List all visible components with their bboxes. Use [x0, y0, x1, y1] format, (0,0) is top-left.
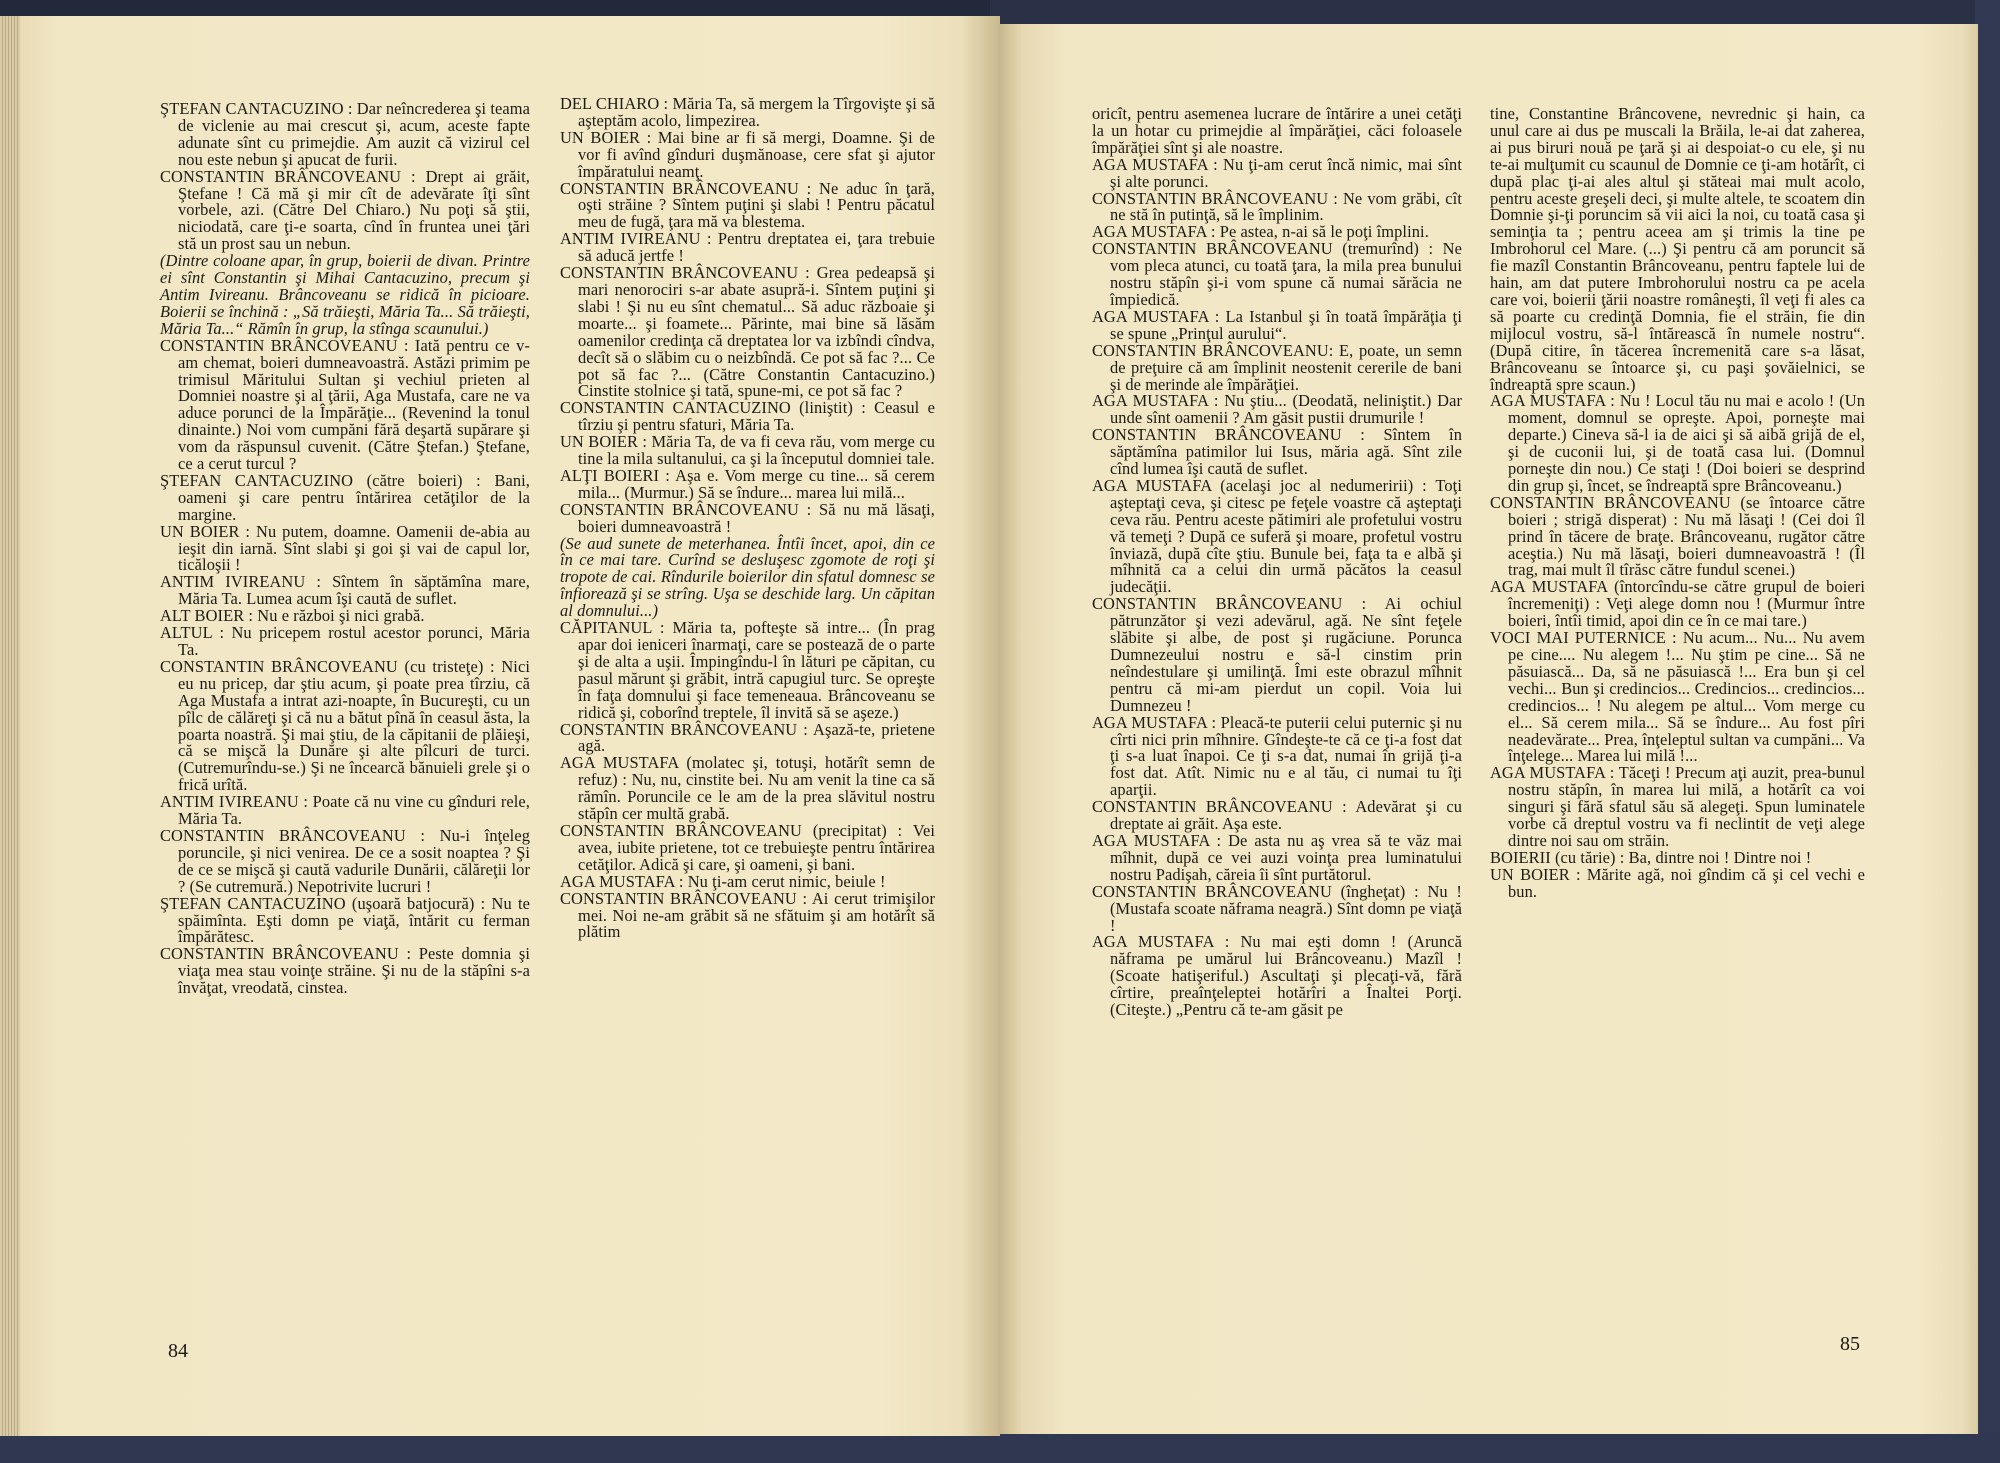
dialogue-line: ŞTEFAN CANTACUZINO : Dar neîncrederea şi teama de viclenie au mai crescut şi, acum, aceste fapte adunate sînt cu primejdie. Am auzit că vizirul cel nou este nebun şi apucat de furii. [160, 99, 530, 169]
dialogue-line: AGA MUSTAFA : Nu ţi-am cerut nimic, beiule ! [560, 871, 886, 891]
dialogue-line: AGA MUSTAFA (molatec şi, totuşi, hotărît semn de refuz) : Nu, nu, cinstite bei. Nu am venit la tine ca să rămîn. Poruncile ce le am de la prea slăvitul nostru stăpîn cer multă grabă. [560, 753, 935, 824]
dialogue-line: CONSTANTIN BRÂNCOVEANU (precipitat) : Vei avea, iubite prietene, tot ce trebuieşte pentru întărirea cetăţilor. Adică şi care, şi oameni, şi bani. [560, 820, 935, 874]
dialogue-line: CONSTANTIN BRÂNCOVEANU : Să nu mă lăsaţi, boieri dumneavoastră ! [560, 499, 935, 536]
dialogue-line: UN BOIER : Nu putem, doamne. Oamenii de-abia au ieşit din iarnă. Sînt slabi şi goi şi vai de capul lor, ticăloşii ! [160, 521, 530, 575]
stage-direction: (Dintre coloane apar, în grup, boierii de divan. Printre ei sînt Constantin şi Mihai Cantacuzino, precum şi Antim Ivireanu. Brâncoveanu se ridică în picioare. Boierii se închină : „Să trăieşti, Măria Ta... Să trăieşti, Măria Ta...“ Rămîn în grup, la stînga scaunului.) [160, 251, 530, 338]
dialogue-line: CONSTANTIN BRÂNCOVEANU (cu tristeţe) : Nici eu nu pricep, dar ştiu acum, şi poate prea tîrziu, că Aga Mustafa a intrat azi-noapte, în Bucureşti, cu un pîlc de călăreţi şi că nu a bătut pînă în ceasul ăsta, la poarta noastră. Şi mai ştiu, de la căpitanii de plăieşi, că se mişcă la Dunăre şi alte pîlcuri de turci. (Cutremurîndu-se.) Şi ne încearcă bănuieli grele şi o frică urîtă. [160, 656, 530, 795]
book-cover-right [1975, 0, 2000, 1463]
dialogue-line: UN BOIER : Măria Ta, de va fi ceva rău, vom merge cu tine la mila sultanului, ca şi la începutul domniei tale. [560, 432, 935, 469]
right-page-column-1 [1092, 106, 1462, 1019]
dialogue-line: CONSTANTIN BRÂNCOVEANU: E, poate, un semn de preţuire că am împlinit neostenit cererile de bani şi de merinde ale împărăţiei. [1092, 340, 1462, 394]
dialogue-line: AGA MUSTAFA : Nu ştiu... (Deodată, neliniştit.) Dar unde sînt oamenii ? Am găsit pustii drumurile ! [1092, 391, 1462, 428]
dialogue-line: CONSTANTIN BRÂNCOVEANU : Iată pentru ce v-am chemat, boieri dumneavoastră. Astăzi primim pe trimisul Măritului Sultan şi vechiul prieten al Domniei noastre şi al ţării, Aga Mustafa, care ne va aduce porunci de la Împărăţie... (Revenind la tonul dinainte.) Noi vom cumpăni fără deşartă supărare şi vom da răspunsul cuvenit. (Către Ştefan.) Ştefane, ce a cerut turcul ? [160, 335, 530, 474]
right-page-number: 85 [1840, 1333, 1860, 1355]
dialogue-line: CONSTANTIN CANTACUZINO (liniştit) : Ceasul e tîrziu şi pentru sfaturi, Măria Ta. [560, 398, 935, 435]
dialogue-line: DEL CHIARO : Măria Ta, să mergem la Tîrgovişte şi să aşteptăm acolo, limpezirea. [560, 94, 935, 130]
dialogue-line: ŞTEFAN CANTACUZINO (uşoară batjocură) : Nu te spăimînta. Eşti domn pe viaţă, întărit cu ferman împărătesc. [160, 893, 530, 947]
dialogue-line: CONSTANTIN BRÂNCOVEANU : Nu-i înţeleg poruncile, şi nici venirea. De ce a sosit noaptea ? Şi de ce se mişcă şi caută vadurile Dunării, călăreţii lor ? (Se cutremură.) Nepotrivite lucruri ! [160, 825, 530, 896]
dialogue-line: CONSTANTIN BRÂNCOVEANU : Aşază-te, prietene agă. [560, 719, 935, 756]
left-page-column-2 [560, 96, 935, 941]
dialogue-line: ANTIM IVIREANU : Pentru dreptatea ei, ţara trebuie să aducă jertfe ! [560, 229, 935, 266]
dialogue-line: CONSTANTIN BRÂNCOVEANU : Drept ai grăit, Ştefane ! Că mă şi mir cît de adevărate îţi sînt vorbele, azi. (Către Del Chiaro.) Nu poţi să ştii, niciodată, care ţi-e soarta, cînd în fruntea unei ţări stă un prost sau un nebun. [160, 166, 530, 254]
dialogue-line: ŞTEFAN CANTACUZINO (către boieri) : Bani, oameni şi care pentru întărirea cetăţilor de la margine. [160, 470, 530, 524]
left-page-column-1 [160, 101, 530, 997]
dialogue-line: AGA MUSTAFA (acelaşi joc al nedumeririi) : Toţi aşteptaţi ceva, şi citesc pe feţele voastre că aşteptaţi ceva rău. Pentru aceste pătimiri ale profetului vostru vă temeţi ? După ce suferă şi moare, profetul vostru înviază, după cîte ştiu. Bunule bei, faţa ta e albă şi mîhnită ca a celui din urmă păcătos la ceasul judecăţii. [1092, 475, 1462, 597]
dialogue-line: UN BOIER : Mărite agă, noi gîndim că şi cel vechi e bun. [1490, 864, 1865, 901]
dialogue-line: tine, Constantine Brâncovene, nevrednic şi hain, ca unul care ai dus pe muscali la Brăila, le-ai dat zaherea, ai pus biruri nouă pe ţară şi ai despoiat-o cu ele, şi nu te-ai mulţumit cu scaunul de Domnie ce ţi-am hotărît, ci după plac ţi-ai ales altul şi stăteai mai mult acolo, pentru aceste greşeli deci, şi multe altele, te scoatem din Domnie şi-ţi poruncim să vii aici la noi, cu toată casa şi seminţia ta ; pentru aceea am şi trimis la tine pe Imbrohorul cel Mare. (...) Şi pentru că am poruncit să fie mazîl Constantin Brâncoveanu, pentru faptele lui de hain, am dat putere Imbrohorului nostru ca pe acela care voi, boierii ţării noastre româneşti, îl veţi fi ales ca să poarte cu credinţă Domnia, fie el străin, fie din mijlocul vostru, să-l întărească în numele nostru“. (După citire, în tăcerea încremenită care s-a lăsat, Brâncoveanu se întoarce şi, cu paşi şovăielnici, se îndreaptă spre scaun.) [1490, 104, 1865, 394]
dialogue-line: ALT BOIER : Nu e război şi nici grabă. [160, 606, 425, 626]
dialogue-line: AGA MUSTAFA : Tăceţi ! Precum aţi auzit, prea-bunul nostru stăpîn, în marea lui milă, a hotărît ca voi singuri şi fără sfatul său să alegeţi. Spun luminatele vorbe că dreptul vostru va fi neclintit de veţi alege dintre noi sau om străin. [1490, 763, 1865, 850]
page-edges [0, 16, 20, 1436]
dialogue-line: CONSTANTIN BRÂNCOVEANU : Peste domnia şi viaţa mea stau voinţe străine. Şi nu de la stăpîni s-a învăţat, vreodată, cinstea. [160, 944, 530, 998]
dialogue-line: ANTIM IVIREANU : Sîntem în săptămîna mare, Măria Ta. Lumea acum îşi caută de suflet. [160, 572, 530, 609]
dialogue-line: UN BOIER : Mai bine ar fi să mergi, Doamne. Şi de vor fi avînd gînduri duşmănoase, cere sfat şi ajutor împăratului neamţ. [560, 127, 935, 181]
dialogue-line: VOCI MAI PUTERNICE : Nu acum... Nu... Nu avem pe cine.... Nu alegem !... Nu ştim pe cine... Să ne păsuiască... Da, să ne păsuiască !... Era bun şi cel vechi... Bun şi credincios... Credincios... credincios... credincios... ! Nu alegem pe altul... Vom merge cu el... Să cerem mila... Să se îndure... Au fost pîri neadevărate... Prea, înţeleptul sultan va cumpăni... Va înţelege... Marea lui milă !... [1490, 628, 1865, 766]
dialogue-line: CONSTANTIN BRÂNCOVEANU : Grea pedeapsă şi mari nenorociri s-ar abate asupră-i. Sîntem puţini şi slabi ! Şi nu eu sînt chematul... Să aduc războaie şi moarte... şi foamete... Părinte, mai bine să lăsăm oamenilor credinţa că dreptatea lor va izbîndi cîndva, decît să o slăbim cu o neizbîndă. Ce pot să fac ?... Ce pot să fac ?... (Către Constantin Cantacuzino.) Cinstite stolnice şi tată, spune-mi, ce pot să fac ? [560, 263, 935, 401]
dialogue-line: AGA MUSTAFA : Nu ţi-am cerut încă nimic, mai sînt şi alte porunci. [1092, 154, 1462, 191]
dialogue-line: CĂPITANUL : Măria ta, pofteşte să intre... (În prag apar doi ieniceri înarmaţi, care se postează de o parte şi de alta a uşii. Împingîndu-l în lături pe căpitan, cu pasul mărunt şi grăbit, intră capugiul turc. Se opreşte în faţa domnului şi face temeneaua. Brâncoveanu se ridică şi, coborînd treptele, îl invită să se aşeze.) [560, 618, 935, 722]
dialogue-line: CONSTANTIN BRÂNCOVEANU : Adevărat şi cu dreptate ai grăit. Aşa este. [1092, 797, 1462, 834]
dialogue-line: CONSTANTIN BRÂNCOVEANU : Ai ochiul pătrunzător şi vezi adevărul, agă. Ne sînt feţele slăbite şi albe, de post şi rugăciune. Porunca Dumnezeului nostru e să-l cinstim prin neîndestulare şi umilinţă. Îmi este obrazul mîhnit pentru că mi-am pierdut un copil. Voia lui Dumnezeu ! [1092, 594, 1462, 715]
book-cover-bottom [0, 1432, 2000, 1463]
left-page-number: 84 [168, 1340, 188, 1362]
dialogue-line: CONSTANTIN BRÂNCOVEANU (se întoarce către boieri ; strigă disperat) : Nu mă lăsaţi ! (Cei doi îl prind în tăcere de braţe. Brâncoveanu, rugător către aceştia.) Nu mă lăsaţi, boieri dumneavoastră ! (Îl trag, mai mult îl tîrăsc către fundul scenei.) [1490, 492, 1865, 580]
dialogue-line: CONSTANTIN BRÂNCOVEANU (îngheţat) : Nu ! (Mustafa scoate năframa neagră.) Sînt domn pe viaţă ! [1092, 881, 1462, 935]
dialogue-line: AGA MUSTAFA (întorcîndu-se către grupul de boieri încremeniţi) : Veţi alege domn nou ! (Murmur între boieri, întîi timid, apoi din ce în ce mai tare.) [1490, 577, 1865, 631]
dialogue-line: AGA MUSTAFA : Nu ! Locul tău nu mai e acolo ! (Un moment, domnul se opreşte. Apoi, porneşte mai departe.) Cineva să-l ia de aici şi să aibă grijă de el, şi de cuconii lui, şi de toată casa lui. (Domnul porneşte din nou.) Ce staţi ! (Doi boieri se desprind din grup şi, încet, se îndreaptă spre Brâncoveanu.) [1490, 391, 1865, 495]
dialogue-line: ALŢI BOIERI : Aşa e. Vom merge cu tine... să cerem mila... (Murmur.) Să se îndure... marea lui milă... [560, 465, 935, 502]
dialogue-line: CONSTANTIN BRÂNCOVEANU : Ne vom grăbi, cît ne stă în putinţă, să le împlinim. [1092, 188, 1462, 225]
dialogue-line: BOIERII (cu tărie) : Ba, dintre noi ! Dintre noi ! [1490, 847, 1812, 867]
dialogue-line: AGA MUSTAFA : Pe astea, n-ai să le poţi împlini. [1092, 222, 1429, 242]
dialogue-line: CONSTANTIN BRÂNCOVEANU (tremurînd) : Ne vom pleca atunci, cu toată ţara, la mila prea bunului nostru stăpîn şi-i vom spune că numai sărăcia ne împiedică. [1092, 239, 1462, 309]
dialogue-line: AGA MUSTAFA : Nu mai eşti domn ! (Aruncă năframa pe umărul lui Brâncoveanu.) Mazîl ! (Scoate hatişeriful.) Ascultaţi şi plecaţi-vă, fără cîrtire, preaînţeleptei hotărîri a Înaltei Porţi. (Citeşte.) „Pentru că te-am găsit pe [1092, 932, 1462, 1020]
dialogue-line: CONSTANTIN BRÂNCOVEANU : Ai cerut trimişilor mei. Noi ne-am grăbit să ne sfătuim şi am hotărît să plătim [560, 888, 935, 942]
stage-direction: (Se aud sunete de meterhanea. Întîi încet, apoi, din ce în ce mai tare. Curînd se desluşesc zgomote de roţi şi tropote de cai. Rîndurile boierilor din sfatul domnesc se înfiorează şi se strîng. Uşa se deschide larg. Un căpitan al domnului...) [560, 533, 935, 621]
dialogue-line: ANTIM IVIREANU : Poate că nu vine cu gînduri rele, Măria Ta. [160, 792, 530, 829]
dialogue-line: AGA MUSTAFA : Pleacă-te puterii celui puternic şi nu cîrti nici prin mîhnire. Gîndeşte-te că ce ţi-a fost dat ţi s-a luat înapoi. Ce ţi s-a dat, numai în grijă ţi-a fost dat. Atît. Nimic nu e al tău, ci numai tu îţi aparţii. [1092, 712, 1462, 800]
dialogue-line: oricît, pentru asemenea lucrare de întărire a unei cetăţi la un hotar cu primejdie al împărăţiei, căci foloasele împărăţiei sînt şi ale noastre. [1092, 104, 1462, 157]
dialogue-line: ALTUL : Nu pricepem rostul acestor porunci, Măria Ta. [160, 623, 530, 659]
dialogue-line: AGA MUSTAFA : De asta nu aş vrea să te văz mai mîhnit, după ce vei auzi voinţa prea luminatului nostru Padişah, căreia îi sînt purtătorul. [1092, 830, 1462, 884]
dialogue-line: AGA MUSTAFA : La Istanbul şi în toată împărăţia ţi se spune „Prinţul aurului“. [1092, 306, 1462, 343]
right-page-column-2 [1490, 106, 1865, 901]
dialogue-line: CONSTANTIN BRÂNCOVEANU : Ne aduc în ţară, oşti străine ? Sîntem puţini şi slabi ! Pentru păcatul meu de fugă, ţara mă va blestema. [560, 178, 935, 232]
dialogue-line: CONSTANTIN BRÂNCOVEANU : Sîntem în săptămîna patimilor lui Isus, măria agă. Sînt zile cînd lumea îşi caută de suflet. [1092, 425, 1462, 479]
